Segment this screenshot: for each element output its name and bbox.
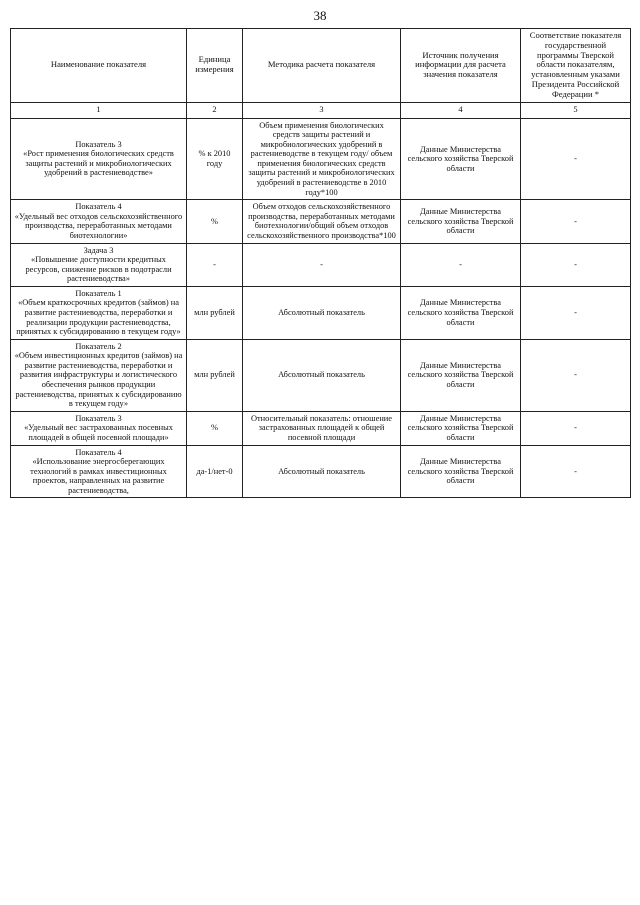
compliance-cell: - — [521, 411, 631, 445]
task-row — [11, 243, 631, 286]
indicator-name: «Удельный вес отходов сельскохозяйственного производства, переработанных методами биотехнологии» — [14, 211, 183, 240]
indicator-name-cell — [11, 243, 187, 286]
compliance-cell: - — [521, 118, 631, 200]
indicator-name: «Объем краткосрочных кредитов (займов) на развитие растениеводства, переработки и реализации продукции растениеводства, принятых к субсидированию в текущем году» — [16, 298, 181, 337]
header-indicator-name: Наименование показателя — [11, 29, 187, 103]
unit-cell: - — [187, 243, 243, 286]
page-number: 38 — [313, 8, 327, 23]
compliance-cell: - — [521, 445, 631, 498]
indicator-name: «Удельный вес застрахованных посевных площадей в общей посевной площади» — [24, 423, 173, 442]
indicator-name: «Объем инвестиционных кредитов (займов) на развитие растениеводства, переработки и развития инфраструктуры и логистического обеспечения рынков продукции растениеводства, принятых к субсидированию в текущем году» — [14, 351, 183, 409]
column-number: 3 — [243, 102, 401, 118]
table-row — [11, 286, 631, 339]
table-row — [11, 445, 631, 498]
indicator-label: Показатель 3 — [75, 139, 122, 149]
indicator-name-cell — [11, 445, 187, 498]
column-number: 1 — [11, 102, 187, 118]
compliance-cell: - — [521, 200, 631, 243]
task-name: «Повышение доступности кредитных ресурсов, снижение рисков в подотрасли растениеводства» — [25, 255, 172, 284]
indicator-name-cell — [11, 411, 187, 445]
indicator-label: Показатель 3 — [75, 413, 122, 423]
source-cell: Данные Министерства сельского хозяйства Тверской области — [401, 411, 521, 445]
method-cell: Объем отходов сельскохозяйственного производства, переработанных методами биотехнологии/общий объем отходов сельскохозяйственного производства*100 — [243, 200, 401, 243]
method-cell: Объем применения биологических средств защиты растений и микробиологических удобрений в растениеводстве в текущем году/ объем применения биологических средств защиты растений и микробиологических удобрений в растениеводстве в 2010 году*100 — [243, 118, 401, 200]
table-row — [11, 118, 631, 200]
indicator-label: Показатель 4 — [75, 447, 122, 457]
indicator-name-cell — [11, 339, 187, 411]
unit-cell: % — [187, 200, 243, 243]
indicators-table — [10, 28, 631, 498]
indicator-label: Показатель 4 — [75, 202, 122, 212]
method-cell: Абсолютный показатель — [243, 445, 401, 498]
header-compliance: Соответствие показателя государственной программы Тверской области показателям, установленным указами Президента Российской Федерации * — [521, 29, 631, 103]
indicator-label: Показатель 1 — [75, 288, 122, 298]
indicator-label: Показатель 2 — [75, 341, 122, 351]
column-number: 5 — [521, 102, 631, 118]
indicator-name: «Рост применения биологических средств защиты растений и микробиологических удобрений в растениеводстве» — [23, 149, 174, 178]
indicator-name: «Использование энергосберегающих технологий в рамках инвестиционных проектов, направленных на развитие растениеводства, — [30, 457, 167, 495]
source-cell: Данные Министерства сельского хозяйства Тверской области — [401, 200, 521, 243]
table-header-row — [11, 29, 631, 103]
source-cell: Данные Министерства сельского хозяйства Тверской области — [401, 339, 521, 411]
method-cell: Относительный показатель: отношение застрахованных площадей к общей посевной площади — [243, 411, 401, 445]
method-cell: Абсолютный показатель — [243, 339, 401, 411]
table-row — [11, 411, 631, 445]
indicator-name-cell — [11, 200, 187, 243]
header-method: Методика расчета показателя — [243, 29, 401, 103]
unit-cell: % к 2010 году — [187, 118, 243, 200]
source-cell: Данные Министерства сельского хозяйства Тверской области — [401, 286, 521, 339]
source-cell: Данные Министерства сельского хозяйства Тверской области — [401, 118, 521, 200]
indicator-name-cell — [11, 286, 187, 339]
method-cell: - — [243, 243, 401, 286]
source-cell: - — [401, 243, 521, 286]
task-label: Задача 3 — [83, 245, 114, 255]
unit-cell: млн рублей — [187, 286, 243, 339]
unit-cell: млн рублей — [187, 339, 243, 411]
table-body — [11, 118, 631, 498]
table-row — [11, 200, 631, 243]
header-source: Источник получения информации для расчета значения показателя — [401, 29, 521, 103]
column-number-row — [11, 102, 631, 118]
compliance-cell: - — [521, 243, 631, 286]
indicator-name-cell — [11, 118, 187, 200]
column-number: 4 — [401, 102, 521, 118]
compliance-cell: - — [521, 286, 631, 339]
table-row — [11, 339, 631, 411]
unit-cell: да-1/нет-0 — [187, 445, 243, 498]
source-cell: Данные Министерства сельского хозяйства Тверской области — [401, 445, 521, 498]
column-number: 2 — [187, 102, 243, 118]
method-cell: Абсолютный показатель — [243, 286, 401, 339]
compliance-cell: - — [521, 339, 631, 411]
header-unit: Единица измерения — [187, 29, 243, 103]
unit-cell: % — [187, 411, 243, 445]
